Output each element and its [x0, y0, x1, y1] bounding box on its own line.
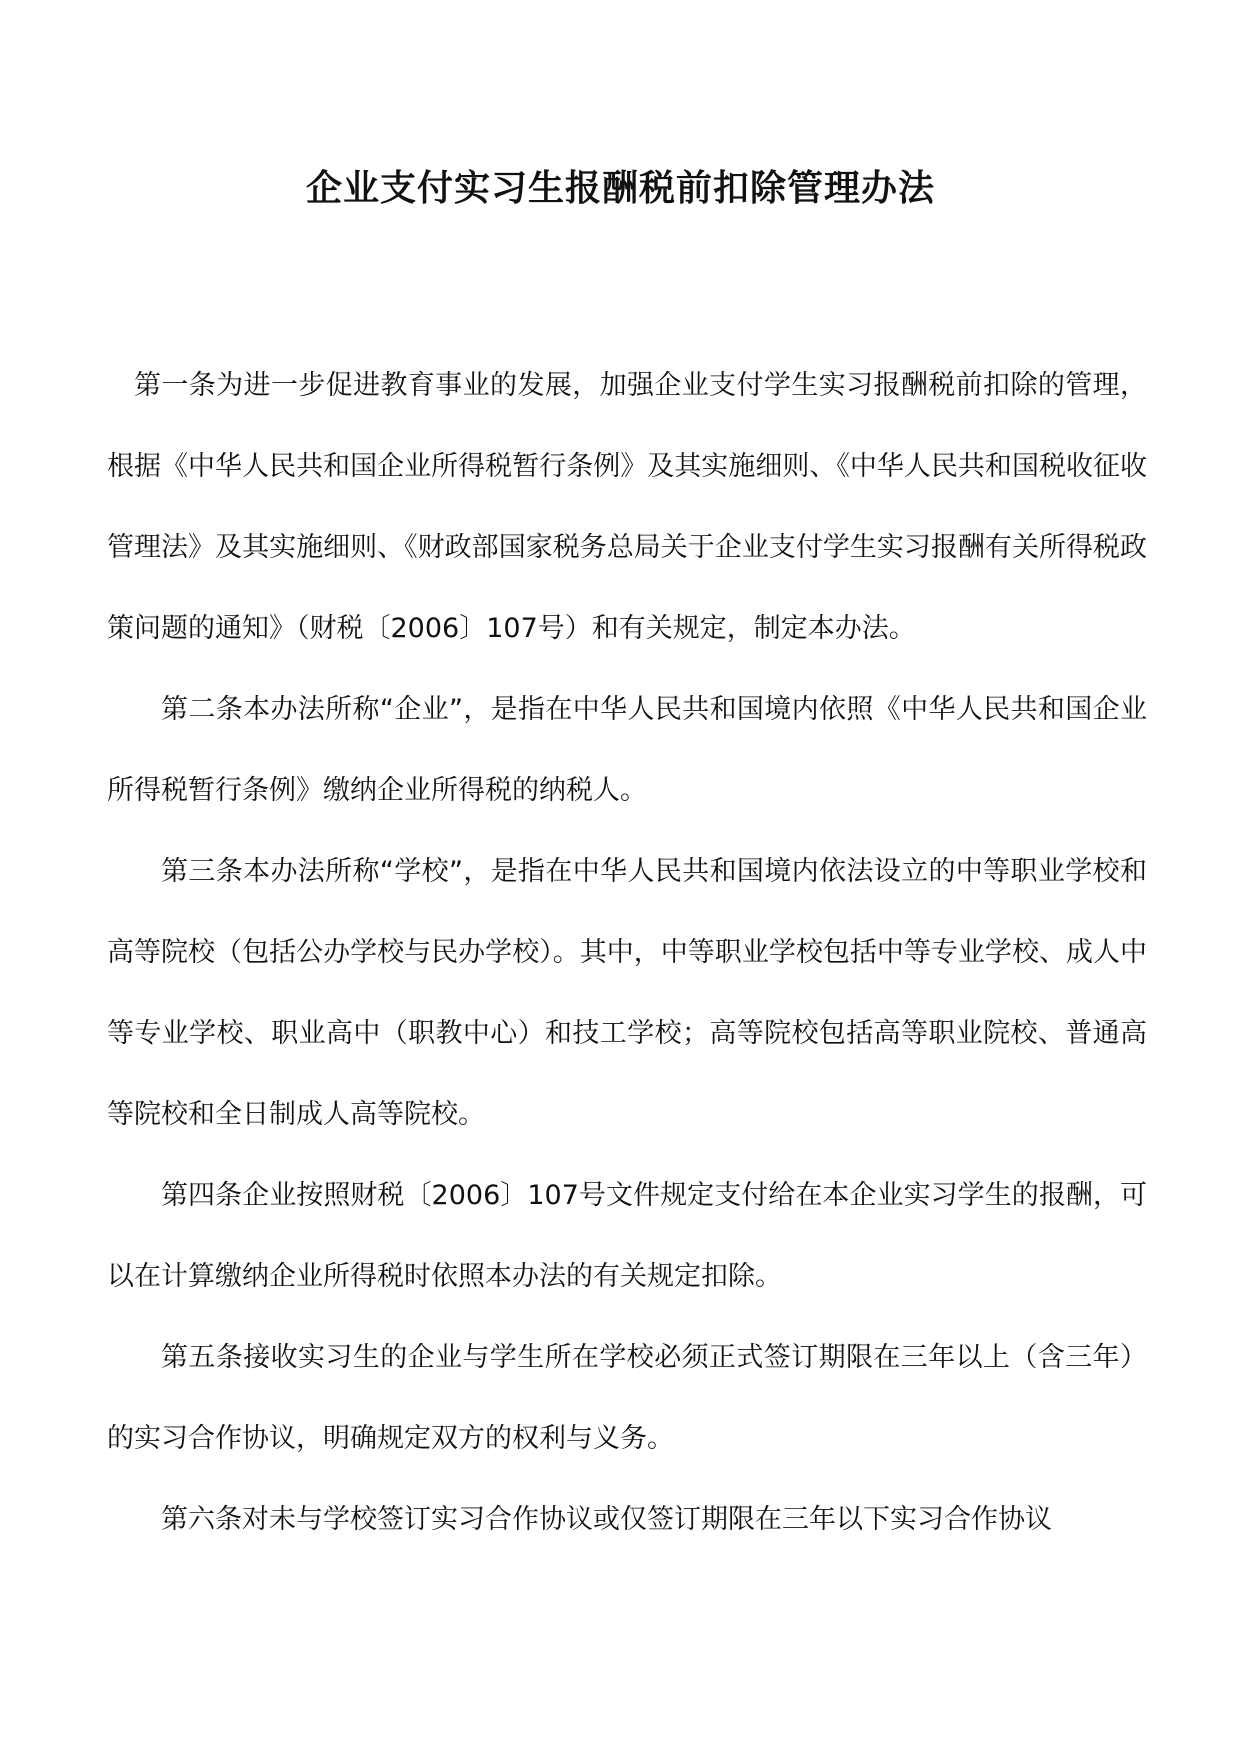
- article-2-paragraph: 第二条本办法所称“企业”，是指在中华人民共和国境内依照《中华人民共和国企业所得税暂行条例》缴纳企业所得税的纳税人。: [107, 694, 1147, 806]
- article-5-paragraph: 第五条接收实习生的企业与学生所在学校必须正式签订期限在三年以上（含三年）的实习合作协议，明确规定双方的权利与义务。: [107, 1342, 1147, 1454]
- article-3-paragraph: 第三条本办法所称“学校”，是指在中华人民共和国境内依法设立的中等职业学校和高等院校（包括公办学校与民办学校）。其中，中等职业学校包括中等专业学校、成人中等专业学校、职业高中（职教中心）和技工学校；高等院校包括高等职业院校、普通高等院校和全日制成人高等院校。: [107, 856, 1147, 1130]
- article-4-paragraph: 第四条企业按照财税〔2006〕107号文件规定支付给在本企业实习学生的报酬，可以在计算缴纳企业所得税时依照本办法的有关规定扣除。: [107, 1180, 1147, 1292]
- document-body: [107, 345, 1147, 1560]
- article-6-paragraph: 第六条对未与学校签订实习合作协议或仅签订期限在三年以下实习合作协议: [161, 1504, 1052, 1535]
- article-1-paragraph: 第一条为进一步促进教育事业的发展，加强企业支付学生实习报酬税前扣除的管理，根据《中华人民共和国企业所得税暂行条例》及其实施细则、《中华人民共和国税收征收管理法》及其实施细则、《财政部国家税务总局关于企业支付学生实习报酬有关所得税政策问题的通知》（财税〔2006〕107号）和有关规定，制定本办法。: [107, 370, 1147, 644]
- document-title: 企业支付实习生报酬税前扣除管理办法: [305, 167, 935, 209]
